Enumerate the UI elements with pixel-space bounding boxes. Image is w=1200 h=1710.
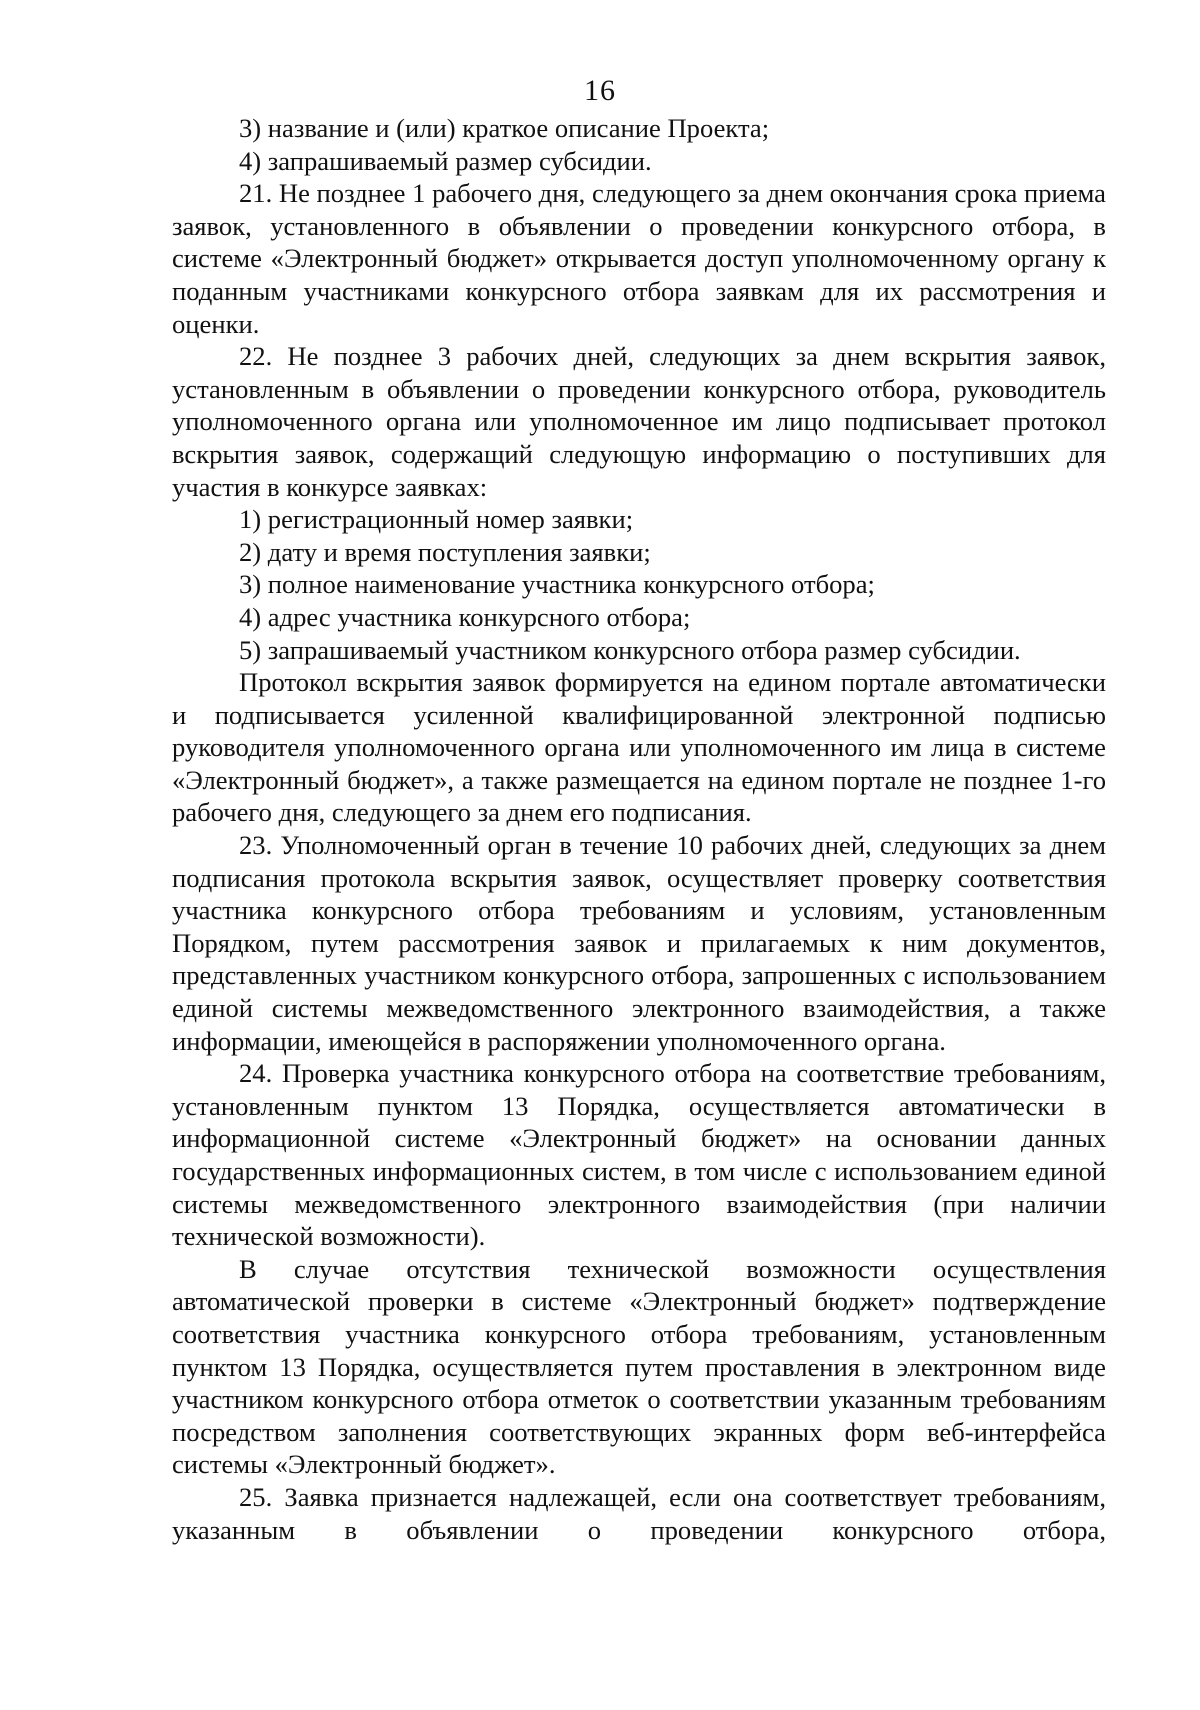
clause-22: 22. Не позднее 3 рабочих дней, следующих за днем вскрытия заявок, установленным в объявлении о проведении конкурсного отбора, руководитель уполномоченного органа или уполномоченное им лицо подписывает протокол вскрытия заявок, содержащий следующую информацию о поступивших для участия в конкурсе заявках: <box>172 341 1106 502</box>
clause-23: 23. Уполномоченный орган в течение 10 рабочих дней, следующих за днем подписания протокола вскрытия заявок, осуществляет проверку соответствия участника конкурсного отбора требованиям и условиям, установленным Порядком, путем рассмотрения заявок и прилагаемых к ним документов, представленных участником конкурсного отбора, запрошенных с использованием единой системы межведомственного электронного взаимодействия, а также информации, имеющейся в распоряжении уполномоченного органа. <box>172 830 1106 1056</box>
protocol-paragraph: Протокол вскрытия заявок формируется на едином портале автоматически и подписывается усиленной квалифицированной электронной подписью руководителя уполномоченного органа или уполномоченного им лица в системе «Электронный бюджет», а также размещается на едином портале не позднее 1-го рабочего дня, следующего за днем его подписания. <box>172 667 1106 828</box>
list-item-registration-number: 1) регистрационный номер заявки; <box>239 504 634 535</box>
page-number: 16 <box>584 74 616 107</box>
clause-24: 24. Проверка участника конкурсного отбора на соответствие требованиям, установленным пунктом 13 Порядка, осуществляется автоматически в информационной системе «Электронный бюджет» на основании данных государственных информационных систем, в том числе с использованием единой системы межведомственного электронного взаимодействия (при наличии технической возможности). <box>172 1058 1106 1252</box>
no-technical-possibility-paragraph: В случае отсутствия технической возможности осуществления автоматической проверки в системе «Электронный бюджет» подтверждение соответствия участника конкурсного отбора требованиям, установленным пунктом 13 Порядка, осуществляется путем проставления в электронном виде участником конкурсного отбора отметок о соответствии указанным требованиям посредством заполнения соответствующих экранных форм веб-интерфейса системы «Электронный бюджет». <box>172 1253 1106 1480</box>
list-item-date-time: 2) дату и время поступления заявки; <box>239 536 651 567</box>
list-item-project-name: 3) название и (или) краткое описание Проекта; <box>239 113 770 143</box>
list-item-full-name: 3) полное наименование участника конкурсного отбора; <box>239 569 875 600</box>
document-body <box>172 112 1106 1546</box>
list-item-address: 4) адрес участника конкурсного отбора; <box>239 601 691 632</box>
clause-21: 21. Не позднее 1 рабочего дня, следующего за днем окончания срока приема заявок, установленного в объявлении о проведении конкурсного отбора, в системе «Электронный бюджет» открывается доступ уполномоченному органу к поданным участниками конкурсного отбора заявкам для их рассмотрения и оценки. <box>172 178 1106 339</box>
list-item-requested-subsidy: 5) запрашиваемый участником конкурсного отбора размер субсидии. <box>239 634 1021 665</box>
clause-25: 25. Заявка признается надлежащей, если она соответствует требованиям, указанным в объявлении о проведении конкурсного отбора, <box>172 1481 1106 1545</box>
list-item-subsidy-amount: 4) запрашиваемый размер субсидии. <box>239 145 652 176</box>
